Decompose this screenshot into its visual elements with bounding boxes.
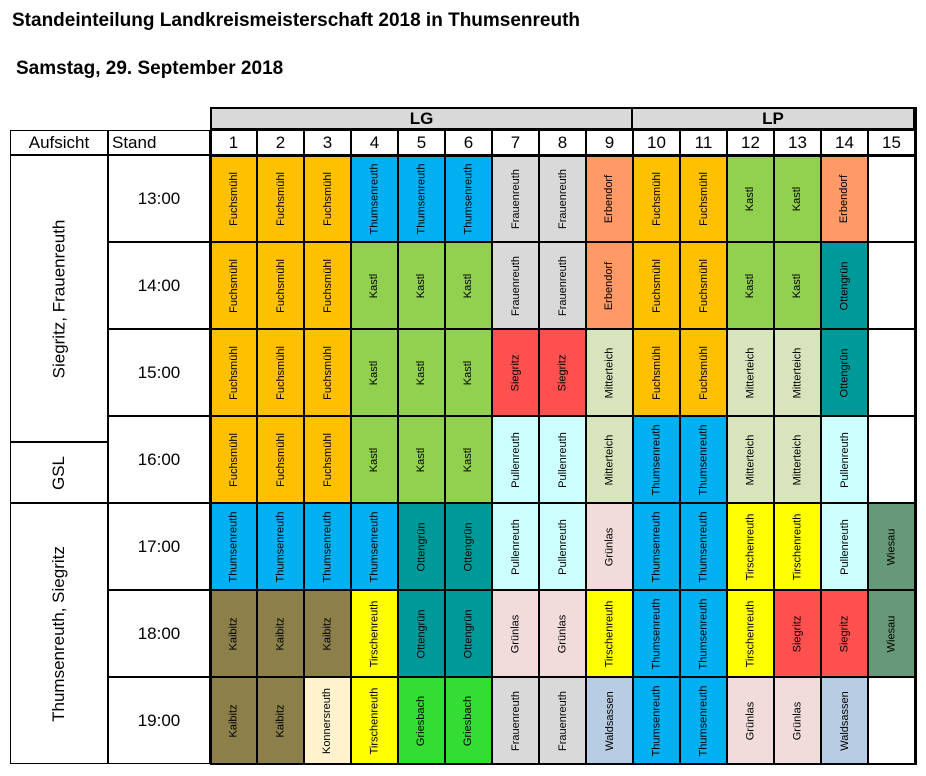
supervisor-cell — [10, 442, 108, 503]
club-name: Kastl — [368, 447, 381, 472]
club-name: Ottengrün — [415, 522, 428, 571]
stand-number: 5 — [398, 130, 445, 155]
club-name: Mitterteich — [791, 434, 804, 485]
club-name: Fuchsmühl — [650, 345, 663, 400]
club-name: Pullenreuth — [838, 518, 851, 575]
club-name: Tirschenreuth — [368, 600, 381, 667]
club-cell — [727, 155, 774, 242]
club-name: Thumsenreuth — [650, 424, 663, 495]
club-cell — [257, 242, 304, 329]
club-name: Frauenreuth — [509, 255, 522, 316]
event-date: Samstag, 29. September 2018 — [16, 58, 284, 79]
club-cell — [774, 677, 821, 764]
club-name: Thumsenreuth — [697, 685, 710, 756]
club-cell — [445, 416, 492, 503]
club-cell — [351, 329, 398, 416]
club-cell — [257, 329, 304, 416]
club-name: Fuchsmühl — [321, 432, 334, 487]
club-name: Kaibitz — [274, 703, 287, 738]
club-cell — [257, 503, 304, 590]
club-name: Ottengrün — [838, 261, 851, 310]
club-name: Fuchsmühl — [274, 258, 287, 313]
stand-number: 11 — [680, 130, 727, 155]
time-slot: 17:00 — [108, 503, 210, 590]
club-cell — [445, 329, 492, 416]
club-name: Thumsenreuth — [368, 163, 381, 234]
club-name: Kastl — [744, 186, 757, 211]
club-cell — [680, 677, 727, 764]
club-cell — [492, 242, 539, 329]
supervisor-label: GSL — [49, 455, 68, 490]
club-cell — [257, 416, 304, 503]
club-cell — [539, 242, 586, 329]
club-name: Siegritz — [838, 615, 851, 652]
club-name: Fuchsmühl — [697, 171, 710, 226]
club-name: Tirschenreuth — [744, 600, 757, 667]
club-cell — [633, 503, 680, 590]
club-cell — [539, 503, 586, 590]
club-name: Grünlas — [556, 614, 569, 653]
club-name: Pullenreuth — [556, 431, 569, 488]
club-name: Ottengrün — [462, 522, 475, 571]
club-cell — [868, 503, 915, 590]
club-cell — [774, 329, 821, 416]
club-name: Wiesau — [885, 615, 898, 652]
club-name: Thumsenreuth — [415, 163, 428, 234]
club-name: Fuchsmühl — [227, 171, 240, 226]
club-name: Kastl — [462, 447, 475, 472]
club-name: Konnersreuth — [321, 687, 334, 754]
club-name: Siegritz — [509, 354, 522, 391]
club-cell — [586, 329, 633, 416]
club-cell — [351, 677, 398, 764]
club-name: Kastl — [791, 186, 804, 211]
club-name: Fuchsmühl — [321, 345, 334, 400]
stand-number: 15 — [868, 130, 915, 155]
club-name: Waldsassen — [838, 690, 851, 751]
club-cell — [304, 329, 351, 416]
club-name: Grünlas — [603, 527, 616, 566]
club-cell — [304, 242, 351, 329]
supervisor-cell — [10, 155, 108, 442]
club-cell — [586, 503, 633, 590]
club-cell — [680, 503, 727, 590]
club-name: Kaibitz — [274, 616, 287, 651]
club-name: Thumsenreuth — [274, 511, 287, 582]
club-cell — [445, 590, 492, 677]
time-slot: 19:00 — [108, 677, 210, 764]
club-name: Griesbach — [462, 695, 475, 746]
club-name: Frauenreuth — [556, 168, 569, 229]
stand-number: 4 — [351, 130, 398, 155]
club-cell — [539, 677, 586, 764]
club-cell — [445, 503, 492, 590]
supervisor-label: Siegritz, Frauenreuth — [49, 219, 68, 378]
club-name: Kaibitz — [321, 616, 334, 651]
club-name: Fuchsmühl — [650, 171, 663, 226]
club-cell — [304, 503, 351, 590]
club-cell — [680, 329, 727, 416]
club-cell — [492, 590, 539, 677]
club-name: Fuchsmühl — [697, 345, 710, 400]
club-cell — [586, 242, 633, 329]
club-cell — [680, 155, 727, 242]
time-slot: 14:00 — [108, 242, 210, 329]
club-cell — [633, 155, 680, 242]
stand-header: Stand — [108, 130, 210, 155]
club-name: Fuchsmühl — [321, 171, 334, 226]
club-name: Pullenreuth — [556, 518, 569, 575]
club-cell — [210, 416, 257, 503]
club-cell — [210, 329, 257, 416]
club-cell — [821, 677, 868, 764]
club-name: Fuchsmühl — [274, 432, 287, 487]
stand-number: 12 — [727, 130, 774, 155]
club-name: Waldsassen — [603, 690, 616, 751]
club-cell — [492, 677, 539, 764]
club-name: Pullenreuth — [509, 518, 522, 575]
club-name: Thumsenreuth — [227, 511, 240, 582]
club-cell — [821, 416, 868, 503]
club-name: Erbendorf — [603, 261, 616, 310]
club-name: Siegritz — [791, 615, 804, 652]
club-cell — [633, 416, 680, 503]
club-cell — [680, 590, 727, 677]
club-cell — [210, 242, 257, 329]
club-cell — [351, 503, 398, 590]
club-cell — [774, 503, 821, 590]
club-name: Tirschenreuth — [744, 513, 757, 580]
stand-number: 13 — [774, 130, 821, 155]
club-cell — [492, 416, 539, 503]
club-name: Grünlas — [509, 614, 522, 653]
club-name: Mitterteich — [744, 347, 757, 398]
club-cell — [445, 677, 492, 764]
club-name: Thumsenreuth — [368, 511, 381, 582]
club-name: Pullenreuth — [509, 431, 522, 488]
club-cell — [586, 155, 633, 242]
club-name: Erbendorf — [838, 174, 851, 223]
club-name: Kastl — [415, 273, 428, 298]
club-cell — [257, 677, 304, 764]
club-cell — [257, 590, 304, 677]
club-name: Siegritz — [556, 354, 569, 391]
club-name: Fuchsmühl — [697, 258, 710, 313]
club-cell — [774, 242, 821, 329]
club-cell — [210, 503, 257, 590]
club-name: Kastl — [462, 273, 475, 298]
club-cell — [586, 416, 633, 503]
club-cell — [492, 503, 539, 590]
club-cell — [868, 590, 915, 677]
club-cell — [257, 155, 304, 242]
aufsicht-header: Aufsicht — [10, 130, 108, 155]
club-cell — [210, 677, 257, 764]
club-name: Kastl — [744, 273, 757, 298]
club-name: Mitterteich — [603, 434, 616, 485]
club-name: Frauenreuth — [556, 255, 569, 316]
club-cell — [398, 677, 445, 764]
empty-cell — [868, 416, 915, 503]
club-name: Tirschenreuth — [791, 513, 804, 580]
club-cell — [586, 590, 633, 677]
club-cell — [633, 677, 680, 764]
club-cell — [398, 590, 445, 677]
club-cell — [210, 590, 257, 677]
time-slot: 16:00 — [108, 416, 210, 503]
time-slot: 13:00 — [108, 155, 210, 242]
club-name: Kastl — [791, 273, 804, 298]
club-name: Thumsenreuth — [697, 511, 710, 582]
club-cell — [304, 155, 351, 242]
supervisor-cell — [10, 503, 108, 764]
club-cell — [727, 590, 774, 677]
club-name: Mitterteich — [791, 347, 804, 398]
club-name: Thumsenreuth — [697, 598, 710, 669]
club-name: Kastl — [368, 360, 381, 385]
club-cell — [539, 155, 586, 242]
club-cell — [539, 590, 586, 677]
club-cell — [445, 242, 492, 329]
club-cell — [492, 155, 539, 242]
club-name: Frauenreuth — [509, 168, 522, 229]
club-cell — [351, 416, 398, 503]
club-cell — [304, 590, 351, 677]
club-cell — [821, 503, 868, 590]
club-cell — [821, 242, 868, 329]
club-cell — [821, 155, 868, 242]
time-slot: 18:00 — [108, 590, 210, 677]
club-cell — [774, 416, 821, 503]
stand-number: 14 — [821, 130, 868, 155]
club-name: Fuchsmühl — [227, 345, 240, 400]
club-name: Kastl — [462, 360, 475, 385]
empty-cell — [868, 242, 915, 329]
club-name: Ottengrün — [462, 609, 475, 658]
club-name: Fuchsmühl — [274, 171, 287, 226]
club-name: Wiesau — [885, 528, 898, 565]
club-cell — [633, 242, 680, 329]
club-name: Kastl — [415, 360, 428, 385]
club-cell — [633, 590, 680, 677]
club-name: Grünlas — [791, 701, 804, 740]
club-cell — [774, 155, 821, 242]
club-cell — [398, 329, 445, 416]
club-name: Kastl — [368, 273, 381, 298]
supervisor-label: Thumsenreuth, Siegritz — [49, 545, 68, 722]
stand-number: 7 — [492, 130, 539, 155]
club-cell — [774, 590, 821, 677]
club-name: Fuchsmühl — [227, 258, 240, 313]
club-name: Ottengrün — [838, 348, 851, 397]
club-cell — [398, 503, 445, 590]
club-name: Fuchsmühl — [321, 258, 334, 313]
stand-number: 2 — [257, 130, 304, 155]
club-name: Griesbach — [415, 695, 428, 746]
club-cell — [398, 416, 445, 503]
club-cell — [398, 242, 445, 329]
club-name: Ottengrün — [415, 609, 428, 658]
empty-cell — [868, 329, 915, 416]
club-name: Mitterteich — [744, 434, 757, 485]
club-name: Fuchsmühl — [650, 258, 663, 313]
club-cell — [633, 329, 680, 416]
club-cell — [351, 155, 398, 242]
club-cell — [821, 329, 868, 416]
club-cell — [586, 677, 633, 764]
club-name: Thumsenreuth — [650, 685, 663, 756]
club-cell — [210, 155, 257, 242]
stand-number: 10 — [633, 130, 680, 155]
club-cell — [680, 416, 727, 503]
stand-number: 9 — [586, 130, 633, 155]
club-cell — [821, 590, 868, 677]
club-name: Fuchsmühl — [274, 345, 287, 400]
club-name: Kaibitz — [227, 703, 240, 738]
club-cell — [727, 677, 774, 764]
club-name: Grünlas — [744, 701, 757, 740]
club-cell — [727, 416, 774, 503]
group-header-lg: LG — [210, 107, 633, 130]
club-cell — [304, 677, 351, 764]
stand-number: 6 — [445, 130, 492, 155]
club-name: Thumsenreuth — [650, 598, 663, 669]
club-cell — [492, 329, 539, 416]
empty-cell — [868, 677, 915, 764]
club-name: Frauenreuth — [509, 690, 522, 751]
club-cell — [727, 329, 774, 416]
club-name: Tirschenreuth — [368, 687, 381, 754]
club-cell — [727, 242, 774, 329]
club-name: Frauenreuth — [556, 690, 569, 751]
stand-number: 1 — [210, 130, 257, 155]
stand-number: 8 — [539, 130, 586, 155]
club-cell — [304, 416, 351, 503]
club-name: Thumsenreuth — [650, 511, 663, 582]
club-name: Tirschenreuth — [603, 600, 616, 667]
club-cell — [539, 329, 586, 416]
club-cell — [539, 416, 586, 503]
club-name: Kastl — [415, 447, 428, 472]
club-cell — [445, 155, 492, 242]
page-title: Standeinteilung Landkreismeisterschaft 2018 in Thumsenreuth — [12, 10, 581, 31]
club-name: Fuchsmühl — [227, 432, 240, 487]
club-name: Thumsenreuth — [462, 163, 475, 234]
club-name: Pullenreuth — [838, 431, 851, 488]
club-name: Mitterteich — [603, 347, 616, 398]
stand-number: 3 — [304, 130, 351, 155]
group-header-lp: LP — [631, 107, 915, 130]
club-name: Thumsenreuth — [697, 424, 710, 495]
club-name: Kaibitz — [227, 616, 240, 651]
club-name: Erbendorf — [603, 174, 616, 223]
club-cell — [680, 242, 727, 329]
club-cell — [351, 242, 398, 329]
club-cell — [727, 503, 774, 590]
empty-cell — [868, 155, 915, 242]
time-slot: 15:00 — [108, 329, 210, 416]
club-cell — [398, 155, 445, 242]
club-cell — [351, 590, 398, 677]
club-name: Thumsenreuth — [321, 511, 334, 582]
